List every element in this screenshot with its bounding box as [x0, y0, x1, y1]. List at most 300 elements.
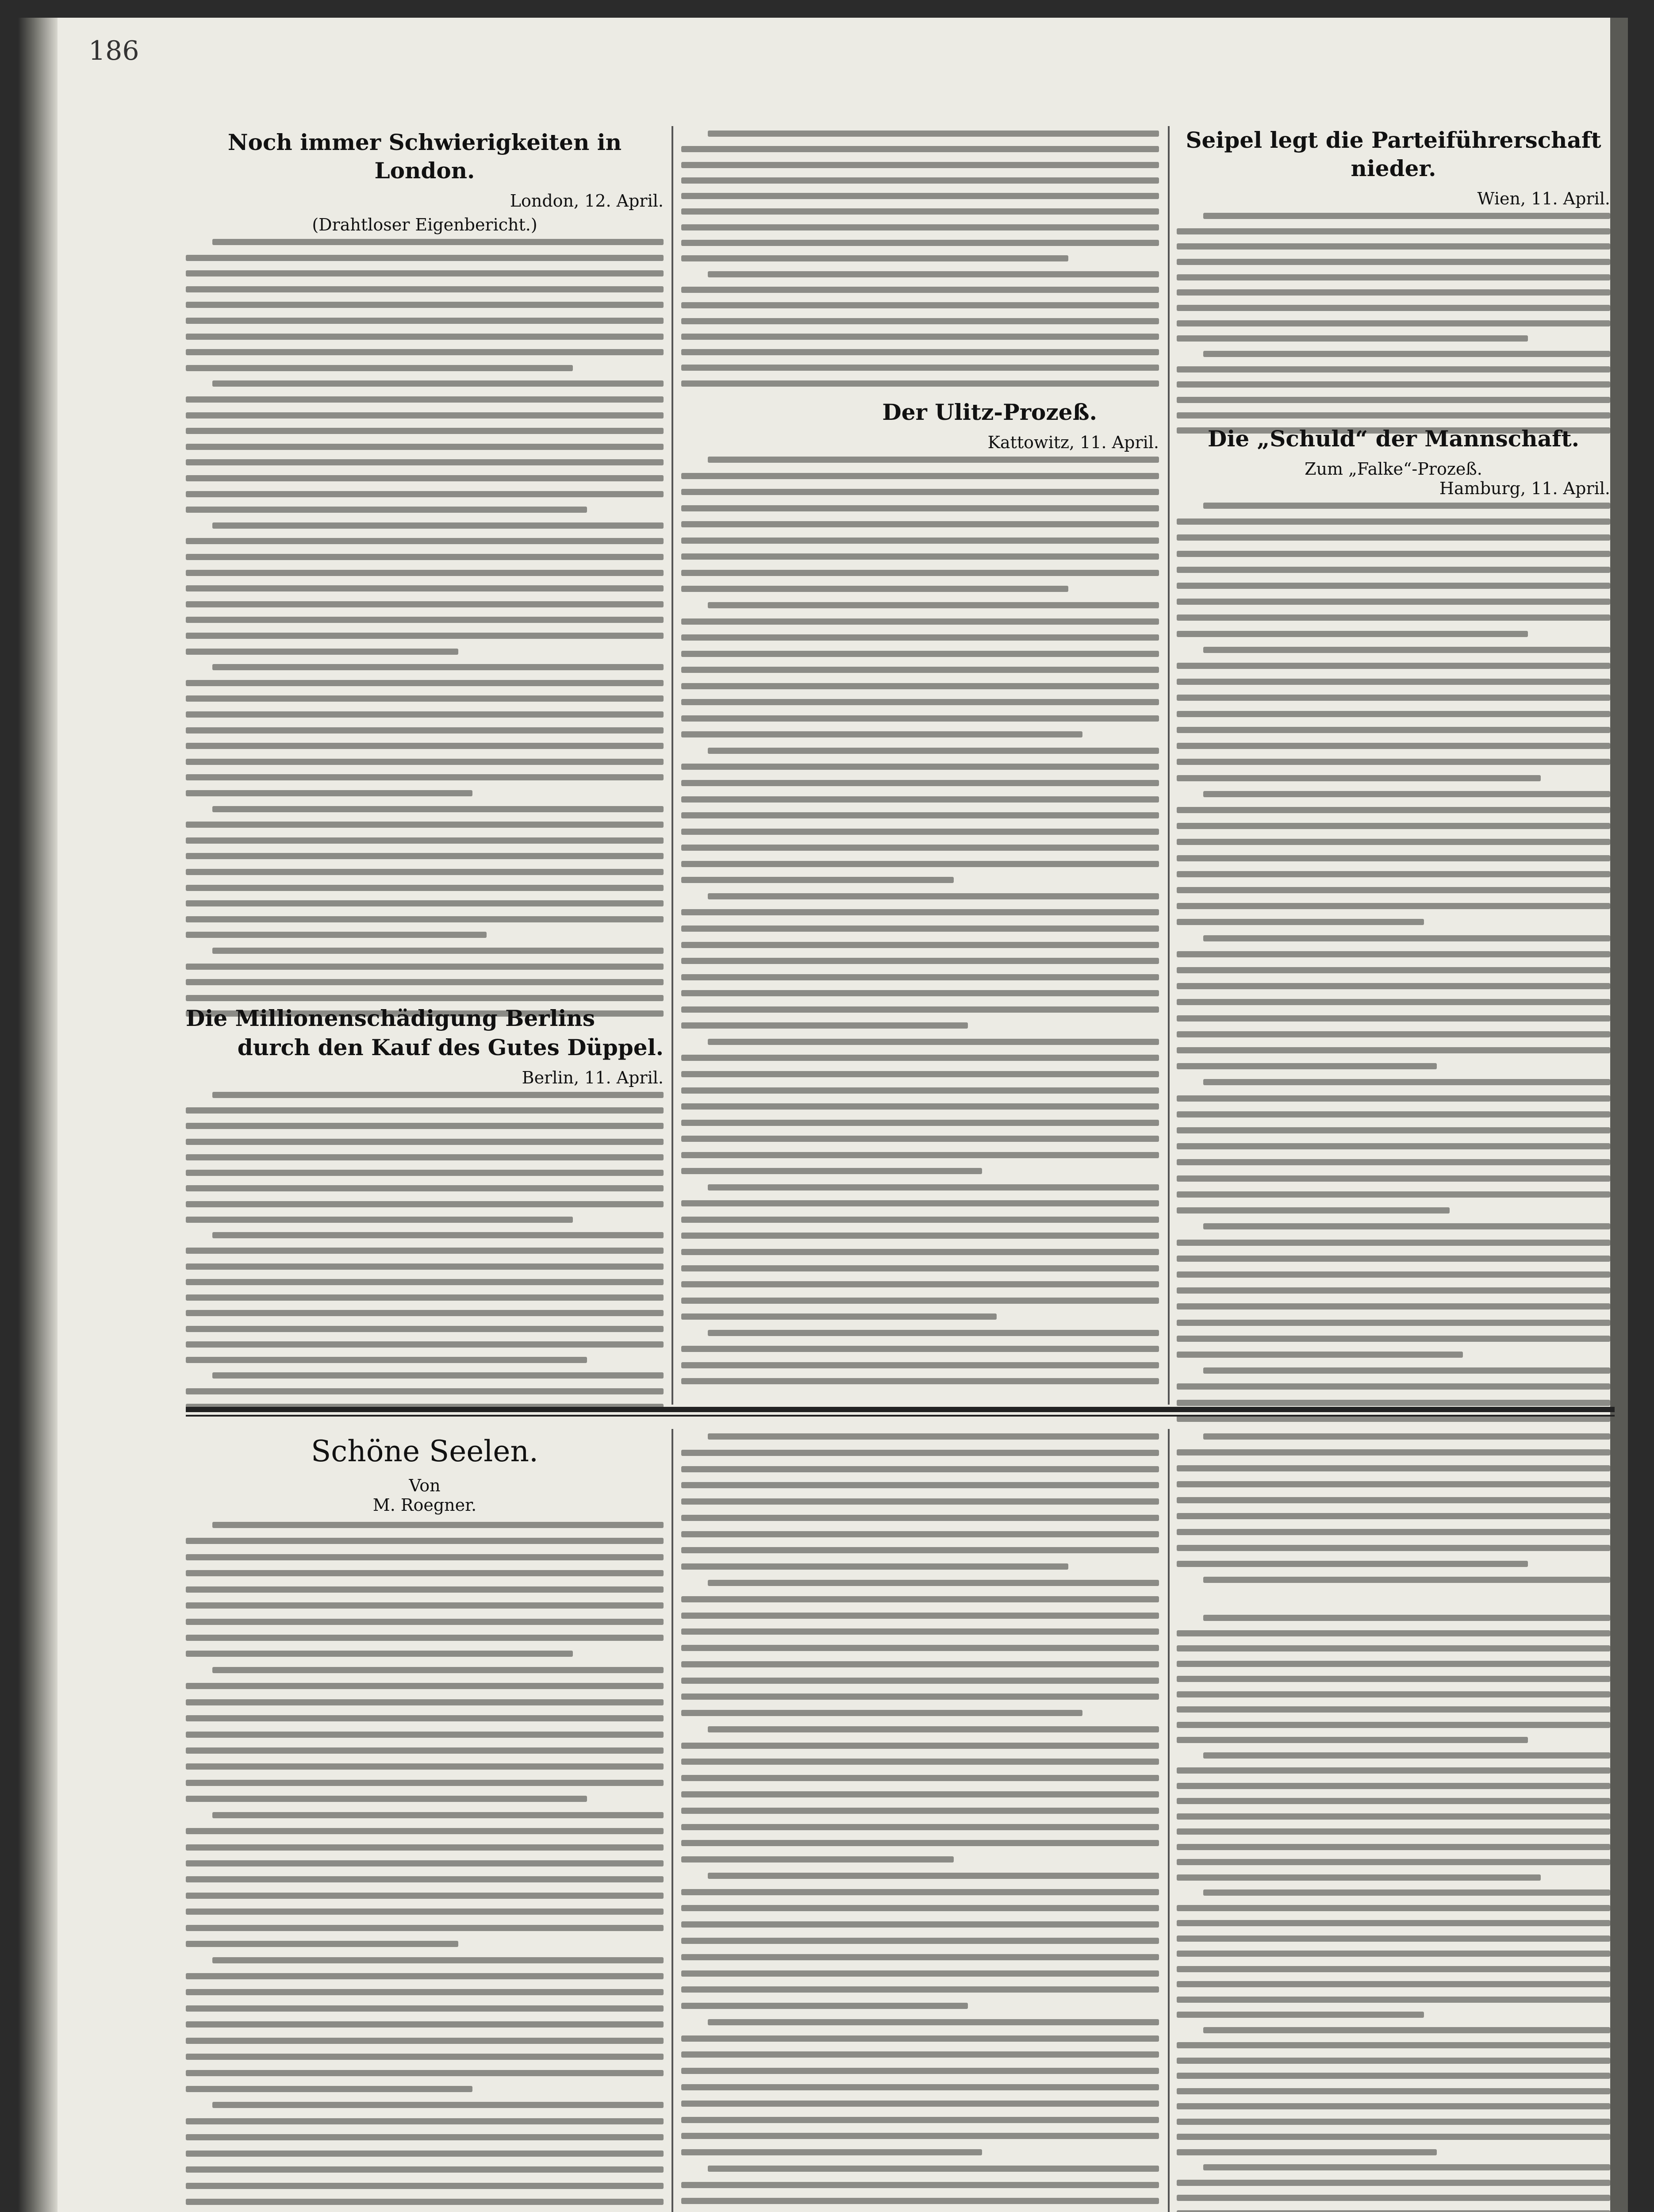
text-line: [186, 1732, 664, 1738]
text-line: [186, 1909, 664, 1915]
text-line: [681, 1265, 1159, 1271]
column-rule-1: [672, 126, 673, 1405]
text-line: [708, 1330, 1159, 1336]
text-line: [186, 633, 664, 639]
text-line: [1177, 2119, 1610, 2125]
text-line: [681, 1378, 1159, 1384]
text-line: [186, 349, 664, 355]
text-line: [186, 1925, 664, 1931]
text-line: [708, 748, 1159, 754]
text-line: [186, 444, 664, 450]
text-line: [186, 2183, 664, 2189]
text-line: [681, 1563, 1068, 1570]
text-line: [681, 1905, 1159, 1911]
text-line: [186, 255, 664, 261]
text-line: [1177, 1706, 1610, 1713]
text-line: [681, 909, 1159, 915]
text-line: [186, 302, 664, 308]
text-line: [1177, 320, 1610, 326]
text-line: [681, 667, 1159, 673]
text-line: [186, 979, 664, 985]
text-line: [681, 2068, 1159, 2074]
text-line: [1177, 1874, 1541, 1881]
text-line: [1177, 2058, 1610, 2064]
body-ulitz: [681, 457, 1159, 1394]
text-line: [681, 812, 1159, 818]
text-line: [1177, 1336, 1610, 1342]
text-line: [681, 1743, 1159, 1749]
text-line: [186, 570, 664, 576]
text-line: [186, 538, 664, 544]
text-line: [186, 585, 664, 591]
text-line: [681, 1022, 968, 1029]
text-line: [186, 1139, 664, 1145]
text-line: [708, 131, 1159, 137]
text-line: [681, 958, 1159, 964]
body-seipel: [1177, 213, 1610, 443]
text-line: [186, 1893, 664, 1899]
text-line: [708, 602, 1159, 608]
text-line: [1177, 679, 1610, 685]
text-line: [681, 1921, 1159, 1928]
text-line: [186, 727, 664, 733]
text-line: [1177, 1905, 1610, 1911]
text-line: [1177, 567, 1610, 573]
text-line: [212, 1092, 664, 1098]
text-line: [1177, 1859, 1610, 1865]
text-line: [186, 995, 664, 1001]
text-line: [1177, 2042, 1610, 2048]
headline-london: Noch immer Schwierigkeiten in London.: [227, 129, 622, 184]
text-line: [186, 617, 664, 623]
text-line: [681, 570, 1159, 576]
text-line: [1177, 967, 1610, 973]
text-line: [186, 1185, 664, 1191]
text-line: [186, 1651, 573, 1657]
body-dueppel: [186, 1092, 664, 1419]
text-line: [1177, 743, 1610, 749]
text-line: [681, 489, 1159, 495]
text-line: [1177, 1529, 1610, 1535]
text-line: [1177, 1143, 1610, 1149]
text-line: [1177, 1015, 1610, 1022]
dateline-seipel: Wien, 11. April.: [1477, 189, 1610, 208]
subline-london: (Drahtloser Eigenbericht.): [312, 215, 537, 234]
text-line: [186, 711, 664, 718]
text-line: [681, 1661, 1159, 1667]
text-line: [186, 1683, 664, 1689]
text-line: [681, 1233, 1159, 1239]
text-line: [681, 796, 1159, 803]
text-line: [1177, 1645, 1610, 1651]
text-line: [681, 1362, 1159, 1368]
body-schuld: [1177, 503, 1610, 1432]
text-line: [681, 1346, 1159, 1352]
text-line: [708, 2019, 1159, 2025]
text-line: [681, 764, 1159, 770]
text-line: [186, 334, 664, 340]
article-seelen: [186, 1433, 664, 2212]
text-line: [1177, 1981, 1610, 1987]
text-line: [681, 2198, 1159, 2204]
text-line: [186, 2086, 472, 2092]
text-line: [186, 1586, 664, 1593]
text-line: [186, 286, 664, 292]
text-line: [708, 2166, 1159, 2172]
text-line: [1177, 228, 1610, 234]
text-line: [1177, 2195, 1610, 2201]
text-line: [681, 1136, 1159, 1142]
text-line: [1177, 1844, 1610, 1850]
text-line: [186, 774, 664, 780]
text-line: [1203, 213, 1610, 219]
text-line: [186, 649, 458, 655]
text-line: [681, 193, 1159, 199]
text-line: [186, 459, 664, 465]
text-line: [1177, 839, 1610, 845]
section-divider-thin: [186, 1415, 1615, 1417]
text-line: [681, 1450, 1159, 1456]
text-line: [186, 1279, 664, 1285]
text-line: [1177, 1191, 1610, 1198]
dateline-ulitz: Kattowitz, 11. April.: [987, 433, 1159, 452]
text-line: [186, 1263, 664, 1270]
text-line: [1177, 1936, 1610, 1942]
text-line: [1177, 855, 1610, 861]
text-line: [186, 1828, 664, 1834]
column-rule-2: [1168, 126, 1170, 1405]
text-line: [212, 2102, 664, 2108]
text-line: [186, 1123, 664, 1129]
text-line: [212, 1957, 664, 1963]
text-line: [681, 942, 1159, 948]
text-line: [1177, 711, 1610, 717]
byline-von: Von: [409, 1476, 441, 1495]
text-line: [681, 255, 1068, 261]
text-line: [681, 1006, 1159, 1013]
text-line: [681, 1645, 1159, 1651]
text-line: [681, 146, 1159, 152]
text-line: [186, 853, 664, 859]
text-line: [681, 380, 1159, 387]
text-line: [681, 974, 1159, 980]
text-line: [681, 2051, 1159, 2058]
text-line: [708, 271, 1159, 277]
page-edge: [1610, 18, 1628, 2212]
text-line: [1177, 759, 1610, 765]
column-rule-4: [1168, 1429, 1170, 2212]
text-line: [1177, 1287, 1610, 1294]
text-line: [1177, 1256, 1610, 1262]
headline-dueppel-2: durch den Kauf des Gutes Düppel.: [237, 1034, 664, 1060]
text-line: [186, 1154, 664, 1160]
headline-ulitz: Der Ulitz-Prozeß.: [882, 399, 1097, 425]
text-line: [681, 845, 1159, 851]
text-line: [212, 1232, 664, 1238]
text-line: [1177, 599, 1610, 605]
text-line: [1177, 1630, 1610, 1636]
text-line: [1177, 2103, 1610, 2109]
text-line: [681, 1281, 1159, 1287]
text-line: [681, 1938, 1159, 1944]
text-line: [1203, 2164, 1610, 2170]
text-line: [681, 1986, 1159, 1993]
text-line: [1177, 1783, 1610, 1789]
text-line: [1177, 631, 1528, 637]
text-line: [1203, 1889, 1610, 1896]
text-line: [1203, 2027, 1610, 2033]
text-line: [186, 1699, 664, 1705]
text-line: [186, 1326, 664, 1332]
text-line: [681, 926, 1159, 932]
body-seelen-col2: [681, 1433, 1159, 2212]
text-line: [681, 699, 1159, 705]
article-feuilleton-right: [1177, 1429, 1610, 2212]
text-line: [1177, 1383, 1610, 1390]
text-line: [212, 1372, 664, 1379]
text-line: [186, 822, 664, 828]
text-line: [186, 1538, 664, 1544]
text-line: [708, 1039, 1159, 1045]
text-line: [1177, 551, 1610, 557]
text-line: [1177, 919, 1424, 925]
text-line: [681, 1954, 1159, 1960]
text-line: [186, 743, 664, 749]
dateline-schuld: Hamburg, 11. April.: [1439, 479, 1610, 498]
text-line: [186, 680, 664, 686]
subline-schuld: Zum „Falke“-Prozeß.: [1305, 459, 1482, 479]
text-line: [186, 1876, 664, 1882]
text-line: [186, 1357, 587, 1363]
text-line: [186, 900, 664, 906]
text-line: [1177, 305, 1610, 311]
text-line: [1177, 397, 1610, 403]
text-line: [1177, 1352, 1463, 1358]
text-line: [681, 553, 1159, 560]
text-line: [681, 1596, 1159, 1602]
text-line: [681, 473, 1159, 479]
text-line: [186, 2038, 664, 2044]
text-line: [681, 1466, 1159, 1472]
text-line: [1177, 1449, 1610, 1455]
headline-dueppel-1: Die Millionenschädigung Berlins: [186, 1005, 595, 1031]
text-line: [681, 224, 1159, 230]
text-line: [681, 861, 1159, 867]
text-line: [1177, 775, 1541, 781]
text-line: [186, 396, 664, 403]
text-line: [212, 380, 664, 387]
text-line: [1177, 1737, 1528, 1743]
text-line: [186, 916, 664, 922]
text-line: [212, 239, 664, 245]
text-line: [1177, 366, 1610, 373]
text-line: [186, 837, 664, 844]
text-line: [1177, 903, 1610, 909]
text-line: [186, 1844, 664, 1851]
text-line: [186, 1248, 664, 1254]
text-line: [212, 1522, 664, 1528]
text-line: [681, 1498, 1159, 1505]
article-schuld: [1177, 425, 1610, 1432]
text-line: [681, 1856, 954, 1863]
text-line: [681, 162, 1159, 168]
text-line: [1177, 1513, 1610, 1519]
text-line: [1177, 274, 1610, 280]
text-line: [186, 1715, 664, 1721]
text-line: [186, 869, 664, 875]
text-line: [1203, 1079, 1610, 1085]
text-line: [1177, 1722, 1610, 1728]
text-line: [1203, 1615, 1610, 1621]
text-line: [681, 877, 954, 883]
text-line: [1177, 1481, 1610, 1487]
text-line: [681, 829, 1159, 835]
text-line: [681, 1087, 1159, 1094]
text-line: [1177, 2134, 1610, 2140]
text-line: [186, 1860, 664, 1866]
text-line: [212, 1667, 664, 1673]
text-line: [681, 1515, 1159, 1521]
text-line: [1177, 887, 1610, 893]
text-line: [681, 1970, 1159, 1977]
text-line: [1177, 1240, 1610, 1246]
text-line: [681, 1613, 1159, 1619]
text-line: [186, 1107, 664, 1114]
text-line: [1177, 335, 1528, 342]
text-line: [1203, 351, 1610, 357]
text-line: [1177, 1798, 1610, 1804]
text-line: [1177, 1303, 1610, 1310]
text-line: [186, 428, 664, 434]
text-line: [186, 2021, 664, 2028]
text-line: [1203, 1433, 1610, 1440]
text-line: [681, 208, 1159, 215]
text-line: [681, 1628, 1159, 1635]
text-line: [186, 1989, 664, 1995]
body-london: [186, 239, 664, 1026]
text-line: [186, 1570, 664, 1576]
text-line: [186, 1941, 458, 1947]
text-line: [186, 932, 487, 938]
text-line: [681, 715, 1159, 722]
text-line: [681, 1217, 1159, 1223]
text-line: [1177, 1813, 1610, 1820]
text-line: [681, 177, 1159, 184]
text-line: [1177, 1271, 1610, 1278]
text-line: [681, 2117, 1159, 2123]
text-line: [681, 1071, 1159, 1077]
article-dueppel: [186, 1004, 664, 1419]
text-line: [681, 1152, 1159, 1158]
text-line: [1177, 583, 1610, 589]
text-line: [1177, 1127, 1610, 1133]
text-line: [1177, 983, 1610, 989]
text-line: [186, 759, 664, 765]
text-line: [681, 2003, 968, 2009]
text-line: [681, 2035, 1159, 2042]
text-line: [681, 1840, 1159, 1846]
text-line: [681, 2149, 982, 2155]
text-line: [708, 1580, 1159, 1586]
text-line: [186, 2134, 664, 2140]
text-line: [1177, 1661, 1610, 1667]
text-line: [186, 412, 664, 419]
text-line: [708, 1726, 1159, 1732]
text-line: [681, 1531, 1159, 1537]
text-line: [708, 1873, 1159, 1879]
text-line: [186, 790, 472, 796]
text-line: [186, 964, 664, 970]
text-line: [186, 2151, 664, 2157]
text-line: [1177, 1676, 1610, 1682]
text-line: [186, 1217, 573, 1223]
text-line: [681, 1824, 1159, 1830]
article-seipel: [1177, 126, 1610, 443]
text-line: [186, 1341, 664, 1348]
text-line: [1177, 1966, 1610, 1972]
text-line: [186, 475, 664, 481]
text-line: [681, 1313, 997, 1320]
text-line: [1177, 1063, 1437, 1069]
text-line: [708, 1184, 1159, 1190]
text-line: [186, 491, 664, 497]
text-line: [1203, 647, 1610, 653]
text-line: [1177, 695, 1610, 701]
text-line: [1177, 1465, 1610, 1471]
text-line: [1177, 823, 1610, 829]
text-line: [1177, 999, 1610, 1005]
text-line: [186, 1201, 664, 1207]
text-line: [212, 948, 664, 954]
text-line: [186, 2054, 664, 2060]
body-seelen-end: [1177, 1433, 1610, 1593]
text-line: [186, 1602, 664, 1609]
text-line: [681, 318, 1159, 324]
text-line: [1177, 1997, 1610, 2003]
article-london: [186, 128, 664, 1026]
section-divider: [186, 1407, 1615, 1412]
text-line: [1177, 951, 1610, 957]
text-line: [186, 2118, 664, 2124]
text-line: [681, 634, 1159, 641]
text-line: [1177, 871, 1610, 877]
text-line: [1203, 791, 1610, 797]
text-line: [1177, 518, 1610, 525]
text-line: [212, 664, 664, 670]
text-line: [186, 1796, 587, 1802]
text-line: [681, 683, 1159, 689]
text-line: [212, 806, 664, 812]
text-line: [1177, 259, 1610, 265]
text-line: [681, 990, 1159, 996]
text-line: [708, 457, 1159, 463]
text-line: [1177, 2012, 1424, 2018]
text-line: [186, 2166, 664, 2173]
text-line: [681, 302, 1159, 308]
text-line: [1177, 1920, 1610, 1926]
text-line: [681, 349, 1159, 355]
text-line: [186, 885, 664, 891]
dateline-dueppel: Berlin, 11. April.: [522, 1068, 664, 1087]
body-seelen-col1: [186, 1522, 664, 2212]
headline-seelen: Schöne Seelen.: [311, 1434, 538, 1468]
text-line: [1177, 412, 1610, 419]
text-line: [681, 1055, 1159, 1061]
text-line: [212, 522, 664, 529]
column-rule-3: [672, 1429, 673, 2212]
text-line: [681, 1298, 1159, 1304]
text-line: [681, 287, 1159, 293]
